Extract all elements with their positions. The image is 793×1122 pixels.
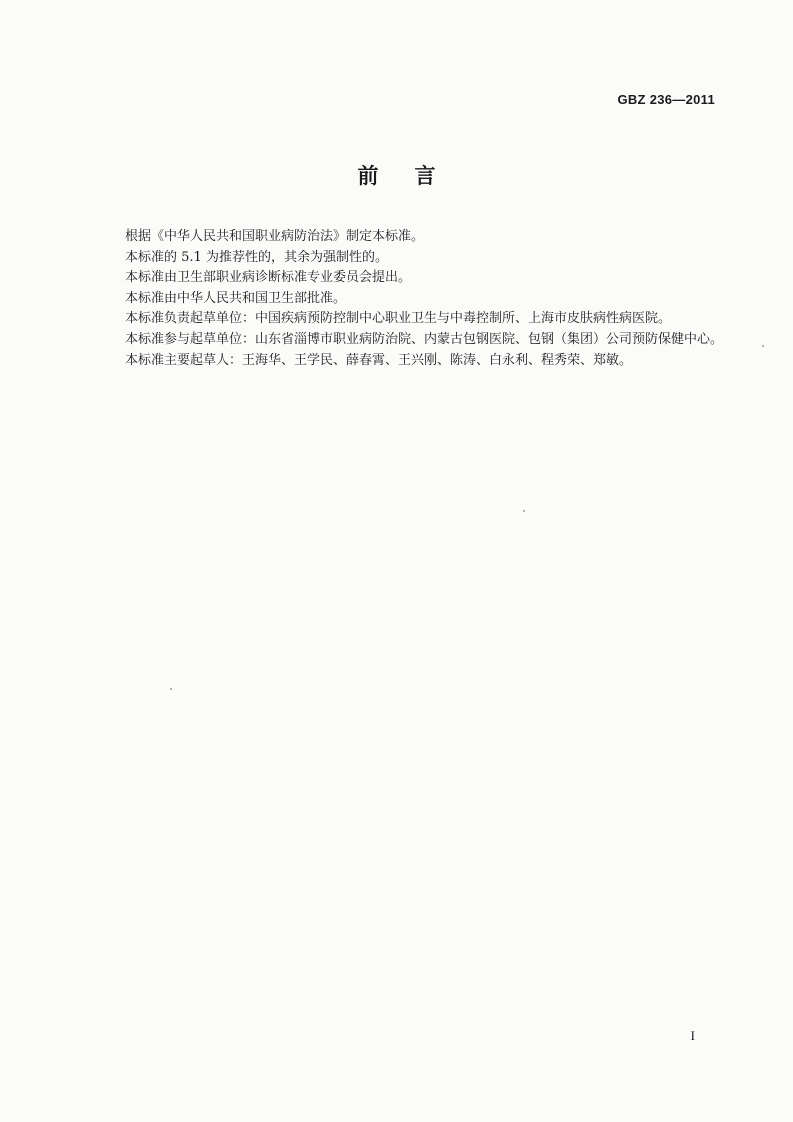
scan-speck — [523, 510, 525, 512]
paragraph-proposed-by: 本标准由卫生部职业病诊断标准专业委员会提出。 — [125, 270, 412, 286]
standard-code: GBZ 236—2011 — [617, 92, 715, 107]
foreword-body — [99, 227, 727, 371]
paragraph-recommended-clause: 本标准的 5.1 为推荐性的，其余为强制性的。 — [125, 249, 388, 265]
paragraph-legal-basis: 根据《中华人民共和国职业病防治法》制定本标准。 — [125, 229, 425, 244]
scan-speck — [170, 688, 172, 690]
paragraph-lead-drafters: 本标准负责起草单位：中国疾病预防控制中心职业卫生与中毒控制所、上海市皮肤病性病医院。 — [125, 311, 672, 327]
paragraph-main-authors: 本标准主要起草人：王海华、王学民、薛春霄、王兴刚、陈涛、白永利、程秀荣、郑敏。 — [125, 352, 633, 368]
scan-speck — [762, 345, 764, 347]
paragraph-approved-by: 本标准由中华人民共和国卫生部批准。 — [125, 290, 347, 306]
page-title: 前言 — [357, 164, 472, 188]
page-number: I — [690, 1028, 695, 1043]
paragraph-participating-drafters: 本标准参与起草单位：山东省淄博市职业病防治院、内蒙古包钢医院、包钢（集团）公司预防保健中心。 — [125, 331, 724, 347]
